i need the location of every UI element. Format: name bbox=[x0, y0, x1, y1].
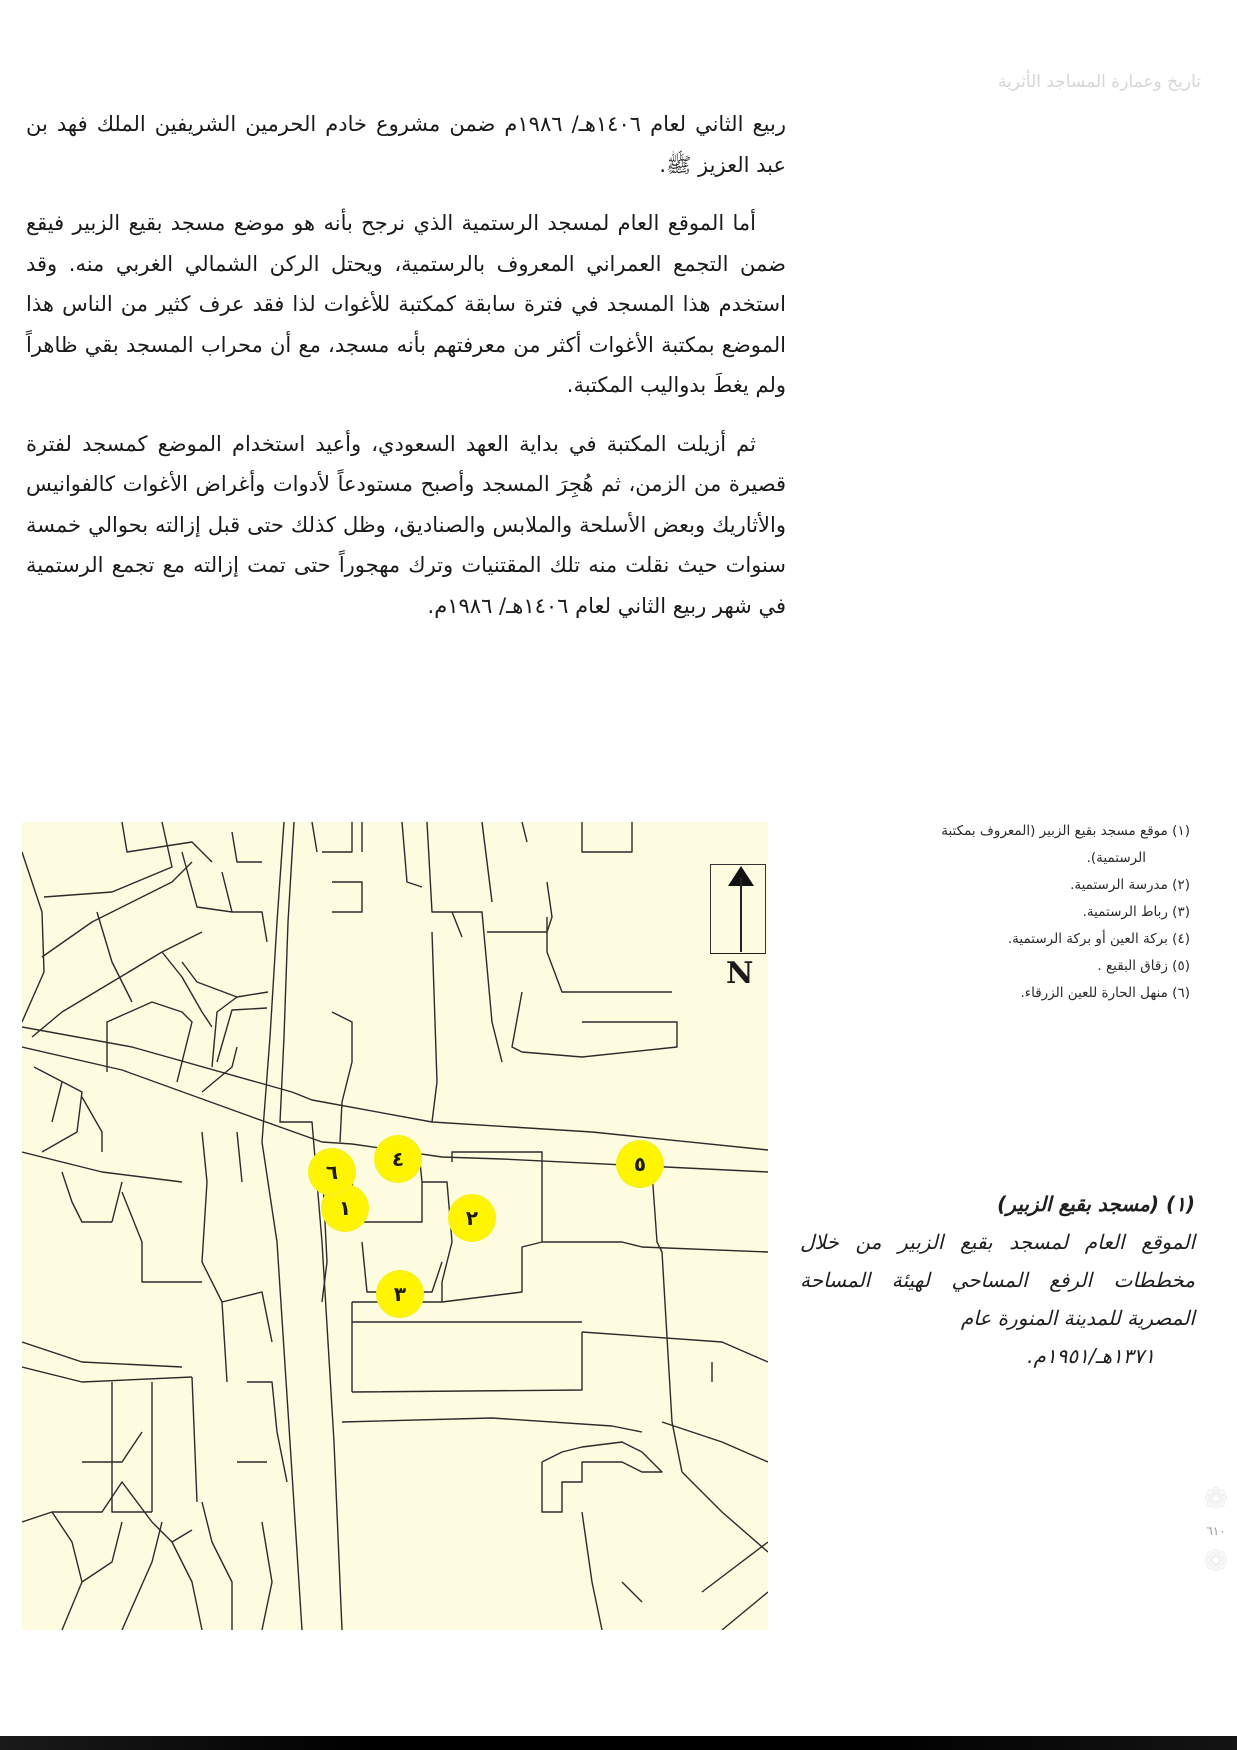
scan-bottom-edge bbox=[0, 1736, 1237, 1750]
legend-item-number: (٤) bbox=[1172, 931, 1190, 947]
legend-item-number: (٣) bbox=[1172, 904, 1190, 920]
legend-item bbox=[820, 818, 1190, 872]
legend-item-number: (١) bbox=[1172, 823, 1190, 839]
map-marker-3: ٣ bbox=[376, 1270, 424, 1318]
legend-item bbox=[820, 926, 1190, 953]
map-marker-6: ٦ bbox=[308, 1148, 356, 1196]
caption-text: الموقع العام لمسجد بقيع الزبير من خلال مخططات الرفع المساحي لهيئة المساحة المصرية للمدينة المنورة عام bbox=[800, 1230, 1195, 1330]
figure-caption bbox=[800, 1185, 1195, 1375]
floral-ornament-icon: ❁ bbox=[1203, 1482, 1229, 1517]
map-marker-5: ٥ bbox=[616, 1140, 664, 1188]
legend-item-text: مدرسة الرستمية. bbox=[1070, 877, 1168, 893]
page-number: ٦١٠ bbox=[1206, 1524, 1226, 1538]
map-marker-1: ١ bbox=[321, 1184, 369, 1232]
caption-title: (١) (مسجد بقيع الزبير) bbox=[997, 1192, 1195, 1216]
legend-item bbox=[820, 953, 1190, 980]
paragraph: أما الموقع العام لمسجد الرستمية الذي نرجح بأنه هو موضع مسجد بقيع الزبير فيقع ضمن التجمع العمراني المعروف بالرستمية، ويحتل الركن الشمالي الغربي منه. وقد استخدم هذا المسجد في فترة سابقة كمكتبة للأغوات لذا فقد عرف كثير من الناس هذا الموضع بمكتبة الأغوات أكثر من معرفتهم بأنه مسجد، مع أن محراب المسجد بقي ظاهراً ولم يغطَ بدواليب المكتبة. bbox=[26, 211, 786, 397]
legend-item-text: زقاق البقيع . bbox=[1097, 958, 1168, 974]
legend-item-text: منهل الحارة للعين الزرقاء. bbox=[1020, 985, 1168, 1001]
map-marker-4: ٤ bbox=[374, 1135, 422, 1183]
legend-item-text: بركة العين أو بركة الرستمية. bbox=[1007, 931, 1168, 947]
paragraph: ثم أزيلت المكتبة في بداية العهد السعودي، وأعيد استخدام الموضع كمسجد لفترة قصيرة من الزمن، ثم هُجِرَ المسجد وأصبح مستودعاً لأدوات وأغراض الأغوات كالفوانيس والأثاريك وبعض الأسلحة والملابس والصناديق، وظل كذلك حتى قبل إزالته بحوالي خمسة سنوات حيث نقلت منه تلك المقتنيات وترك مهجوراً حتى تمت إزالته مع تجمع الرستمية في شهر ربيع الثاني لعام ١٤٠٦هـ/ ١٩٨٦م. bbox=[26, 431, 786, 618]
site-map bbox=[22, 822, 768, 1630]
north-arrow bbox=[708, 842, 764, 991]
running-header-title: تاريخ وعمارة المساجد الأثرية bbox=[997, 72, 1201, 92]
legend-item bbox=[820, 899, 1190, 926]
legend-item bbox=[820, 872, 1190, 899]
page-ornament bbox=[1196, 1482, 1236, 1612]
north-arrow-shaft bbox=[740, 878, 742, 952]
legend-item-number: (٢) bbox=[1172, 877, 1190, 893]
north-label: N bbox=[726, 956, 754, 991]
caption-date: ١٣٧١هـ/١٩٥١م. bbox=[1027, 1344, 1155, 1368]
legend-item-continuation: الرستمية). bbox=[1086, 850, 1146, 866]
legend-item-text: موقع مسجد بقيع الزبير (المعروف بمكتبة bbox=[941, 823, 1168, 839]
paragraph: ربيع الثاني لعام ١٤٠٦هـ/ ١٩٨٦م ضمن مشروع خادم الحرمين الشريفين الملك فهد بن عبد العزيز ﷺ. bbox=[26, 112, 786, 177]
legend-item bbox=[820, 980, 1190, 1007]
body-text bbox=[26, 104, 786, 644]
legend-item-number: (٦) bbox=[1172, 985, 1190, 1001]
legend-item-number: (٥) bbox=[1172, 958, 1190, 974]
map-linework bbox=[22, 822, 768, 1630]
map-legend bbox=[820, 818, 1190, 1007]
legend-item-text: رباط الرستمية. bbox=[1082, 904, 1168, 920]
floral-ornament-icon: ❁ bbox=[1203, 1544, 1229, 1579]
map-marker-2: ٢ bbox=[448, 1194, 496, 1242]
